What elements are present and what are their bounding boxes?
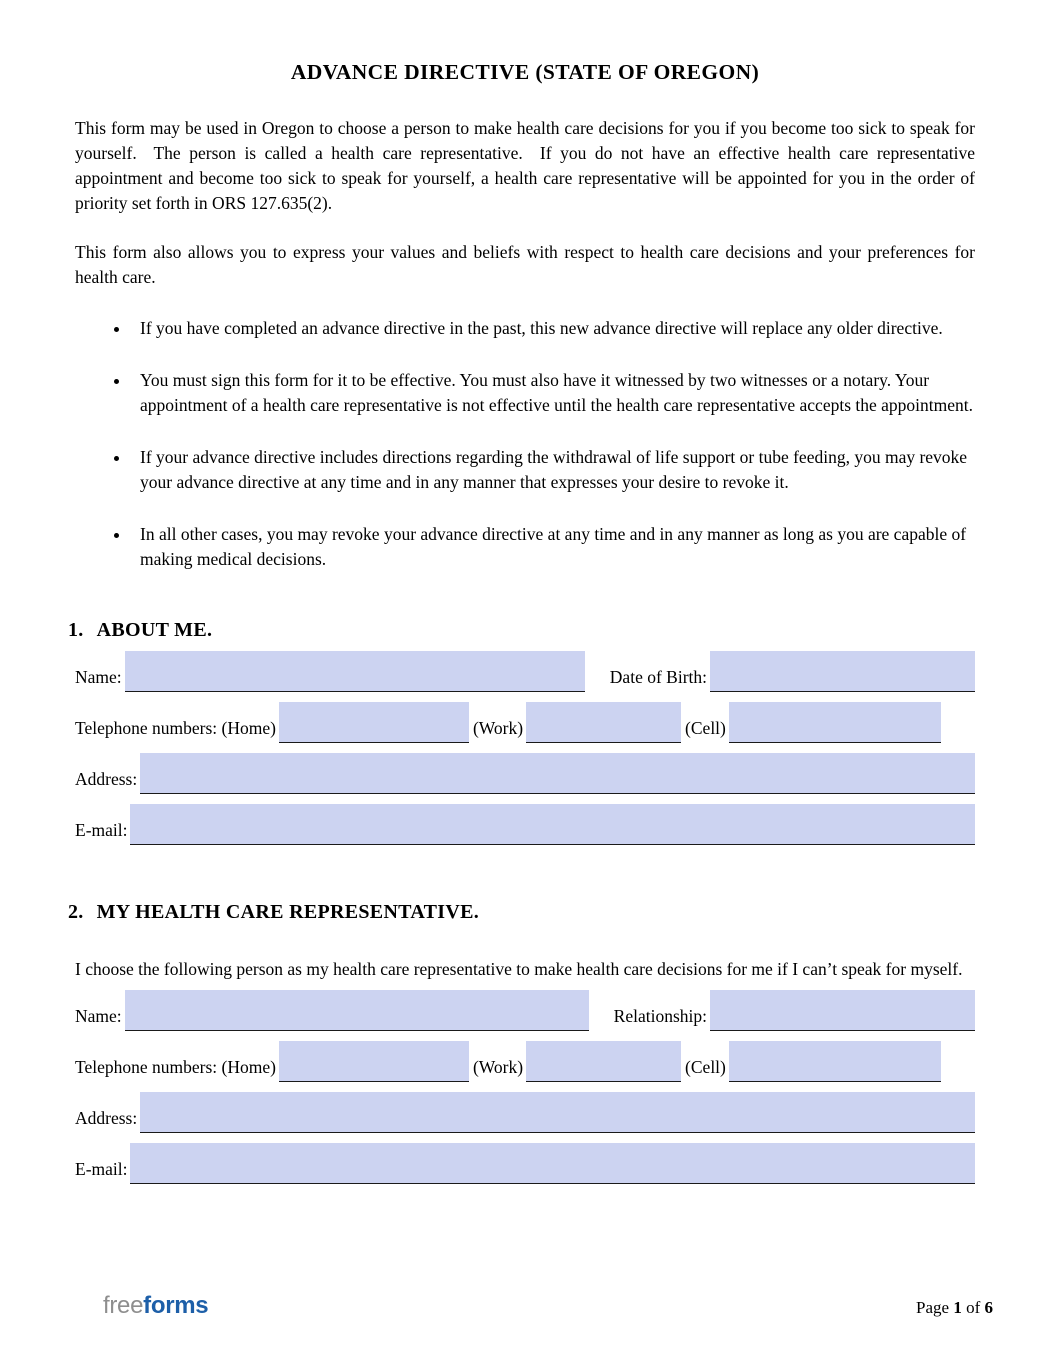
address-input[interactable] xyxy=(140,753,975,794)
intro-paragraph-2: This form also allows you to express your values and beliefs with respect to health care decisions and your preferences for health care. xyxy=(75,242,980,287)
current-page-number: 1 xyxy=(953,1298,962,1317)
rep-email-input[interactable] xyxy=(130,1143,975,1184)
form-row-rep-email xyxy=(75,1143,975,1184)
rep-work-phone-label: (Work) xyxy=(472,1057,524,1077)
form-row-name xyxy=(75,651,975,692)
page-footer xyxy=(103,1293,993,1320)
rep-name-input[interactable] xyxy=(125,990,589,1031)
relationship-input[interactable] xyxy=(710,990,975,1031)
relationship-label: Relationship: xyxy=(613,1006,707,1026)
date-of-birth-input[interactable] xyxy=(710,651,975,692)
bullet-item: • If you have completed an advance directive in the past, this new advance directive will replace any older directive. xyxy=(131,316,975,341)
rep-home-phone-input[interactable] xyxy=(279,1041,469,1082)
rep-cell-phone-input[interactable] xyxy=(729,1041,941,1082)
email-input[interactable] xyxy=(130,804,975,845)
section-2-intro: I choose the following person as my health care representative to make health care decisions for me if I can’t speak for myself. xyxy=(75,959,963,979)
section-health-care-representative xyxy=(68,899,975,1184)
brand-forms-text: forms xyxy=(143,1292,209,1319)
section-1-title: ABOUT ME. xyxy=(96,619,213,641)
name-input[interactable] xyxy=(125,651,585,692)
name-label: Name: xyxy=(75,667,122,687)
page-indicator xyxy=(916,1295,993,1320)
cell-phone-input[interactable] xyxy=(729,702,941,743)
of-word: of xyxy=(966,1298,981,1317)
email-label: E-mail: xyxy=(75,820,128,840)
rep-name-label: Name: xyxy=(75,1006,122,1026)
work-phone-label: (Work) xyxy=(472,718,524,738)
bullet-list xyxy=(131,316,975,572)
section-1-number: 1. xyxy=(68,619,84,641)
form-row-address xyxy=(75,753,975,794)
rep-address-label: Address: xyxy=(75,1108,138,1128)
rep-cell-phone-label: (Cell) xyxy=(685,1057,726,1077)
form-row-rep-address xyxy=(75,1092,975,1133)
address-label: Address: xyxy=(75,769,138,789)
rep-work-phone-input[interactable] xyxy=(526,1041,681,1082)
form-row-phones xyxy=(75,702,975,743)
rep-address-input[interactable] xyxy=(140,1092,975,1133)
bullet-item: • If your advance directive includes directions regarding the withdrawal of life support or tube feeding, you may revoke your advance directive at any time and in any manner that expresses your desire to revoke it. xyxy=(131,445,975,495)
section-2-number: 2. xyxy=(68,901,84,923)
section-1-heading xyxy=(68,617,975,643)
form-row-rep-phones xyxy=(75,1041,975,1082)
document-title: ADVANCE DIRECTIVE (STATE OF OREGON) xyxy=(290,60,760,84)
section-about-me xyxy=(68,617,975,845)
brand-free-text: free xyxy=(103,1292,144,1319)
cell-phone-label: (Cell) xyxy=(685,718,726,738)
form-row-rep-name xyxy=(75,990,975,1031)
work-phone-input[interactable] xyxy=(526,702,681,743)
date-of-birth-label: Date of Birth: xyxy=(609,667,707,687)
bullet-item: • In all other cases, you may revoke your advance directive at any time and in any manner as long as you are capable of making medical decisions. xyxy=(131,522,975,572)
form-row-email xyxy=(75,804,975,845)
freeforms-logo xyxy=(103,1293,208,1318)
page-word: Page xyxy=(916,1298,950,1317)
section-2-heading xyxy=(68,899,975,925)
home-phone-label: Telephone numbers: (Home) xyxy=(75,718,276,738)
total-pages-number: 6 xyxy=(984,1298,993,1317)
rep-email-label: E-mail: xyxy=(75,1159,128,1179)
section-2-title: MY HEALTH CARE REPRESENTATIVE. xyxy=(96,901,480,923)
intro-paragraph-1: This form may be used in Oregon to choose a person to make health care decisions for you if you become too sick to speak for yourself. The person is called a health care representative. If you do not have an effective health care representative appointment and become too sick to speak for yourself, a health care representative will be appointed for you in the order of priority set forth in ORS 127.635(2). xyxy=(75,118,980,213)
bullet-item: • You must sign this form for it to be effective. You must also have it witnessed by two witnesses or a notary. Your appointment of a health care representative is not effective until the health care representative accepts the appointment. xyxy=(131,368,975,418)
rep-home-phone-label: Telephone numbers: (Home) xyxy=(75,1057,276,1077)
home-phone-input[interactable] xyxy=(279,702,469,743)
